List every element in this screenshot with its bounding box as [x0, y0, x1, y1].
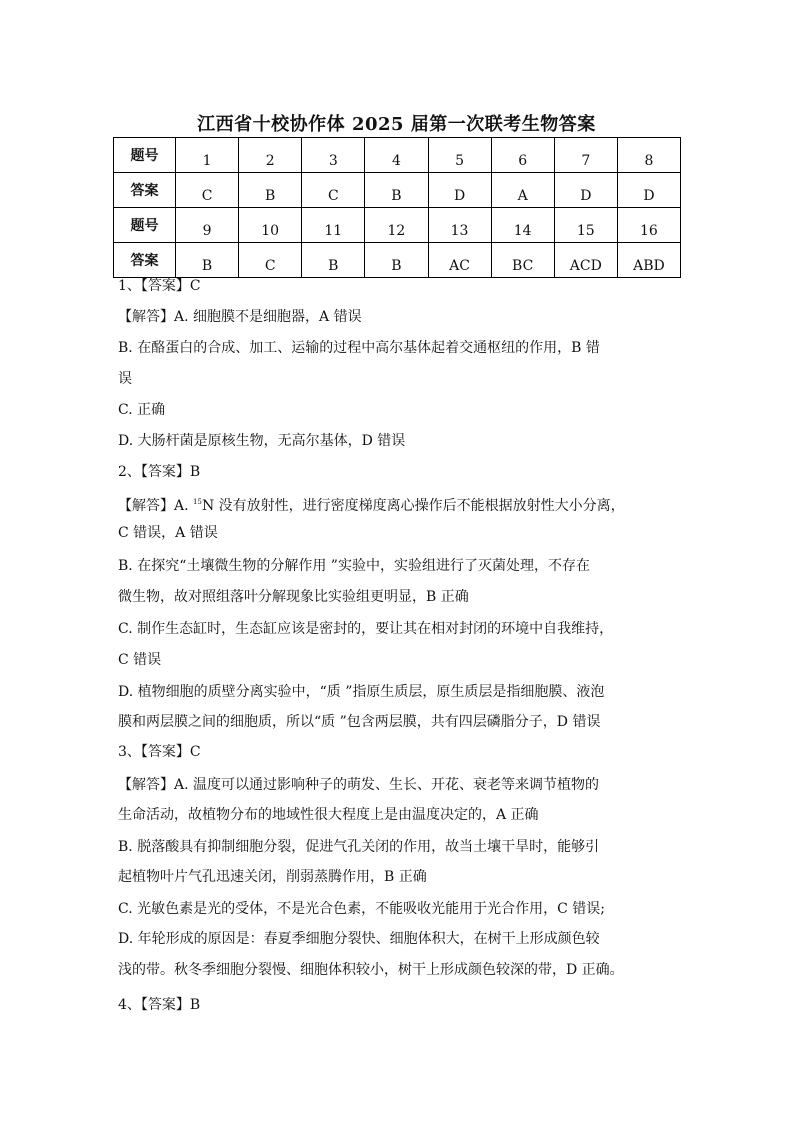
q3-answer-line: 3、【答案】C [118, 744, 201, 760]
table-cell: 5 [428, 138, 491, 173]
q2-option-b-cont: 微生物，故对照组落叶分解现象比实验组更明显，B 正确 [118, 589, 469, 605]
q3-option-d: D. 年轮形成的原因是：春夏季细胞分裂快、细胞体积大，在树干上形成颜色较 [118, 931, 600, 947]
q3-option-c: C. 光敏色素是光的受体，不是光合色素，不能吸收光能用于光合作用，C 错误; [118, 901, 605, 917]
table-cell: ACD [554, 243, 617, 278]
q2-option-a [118, 493, 625, 515]
q2-option-c-cont: C 错误 [118, 652, 162, 668]
table-cell: B [239, 173, 302, 208]
row-label: 题号 [114, 138, 176, 173]
table-cell: C [176, 173, 239, 208]
table-cell: 4 [365, 138, 428, 173]
table-cell: 10 [239, 208, 302, 243]
q3-option-a-cont: 生命活动，故植物分布的地域性很大程度上是由温度决定的，A 正确 [118, 807, 539, 823]
table-cell: 6 [491, 138, 554, 173]
row-label: 题号 [114, 208, 176, 243]
table-cell: ABD [617, 243, 680, 278]
q2-a-prefix: 【解答】A. [118, 498, 194, 514]
table-cell: 9 [176, 208, 239, 243]
q3-option-d-cont: 浅的带。秋冬季细胞分裂慢、细胞体积较小，树干上形成颜色较深的带，D 正确。 [118, 962, 624, 978]
table-cell: 13 [428, 208, 491, 243]
table-cell: D [554, 173, 617, 208]
q1-answer-line: 1、【答案】C [118, 278, 201, 294]
table-cell: B [176, 243, 239, 278]
table-cell: 12 [365, 208, 428, 243]
table-cell: AC [428, 243, 491, 278]
table-cell: 1 [176, 138, 239, 173]
q2-option-a-cont: C 错误，A 错误 [118, 525, 218, 541]
document-title: 江西省十校协作体 2025 届第一次联考生物答案 [197, 114, 596, 135]
q3-option-b-cont: 起植物叶片气孔迅速关闭，削弱蒸腾作用，B 正确 [118, 869, 427, 885]
table-cell: C [302, 173, 365, 208]
table-cell: D [617, 173, 680, 208]
table-row [114, 173, 681, 208]
q4-answer-line: 4、【答案】B [118, 997, 201, 1013]
q2-answer-line: 2、【答案】B [118, 464, 201, 480]
row-label: 答案 [114, 243, 176, 278]
q2-option-b: B. 在探究“土壤微生物的分解作用 ”实验中，实验组进行了灭菌处理，不存在 [118, 558, 590, 574]
q1-option-c: C. 正确 [118, 402, 166, 418]
table-cell: A [491, 173, 554, 208]
table-cell: 8 [617, 138, 680, 173]
table-cell: C [239, 243, 302, 278]
q1-option-d: D. 大肠杆菌是原核生物，无高尔基体，D 错误 [118, 433, 406, 449]
table-cell: 7 [554, 138, 617, 173]
table-cell: 15 [554, 208, 617, 243]
table-cell: 11 [302, 208, 365, 243]
table-cell: 14 [491, 208, 554, 243]
table-row [114, 208, 681, 243]
table-cell: 2 [239, 138, 302, 173]
q3-option-b: B. 脱落酸具有抑制细胞分裂，促进气孔关闭的作用，故当土壤干旱时，能够引 [118, 839, 600, 855]
q3-option-a: 【解答】A. 温度可以通过影响种子的萌发、生长、开花、衰老等来调节植物的 [118, 777, 600, 793]
table-cell: B [365, 243, 428, 278]
isotope-superscript: 15 [193, 498, 202, 506]
q1-option-b: B. 在酪蛋白的合成、加工、运输的过程中高尔基体起着交通枢纽的作用，B 错 [118, 340, 600, 356]
table-cell: B [365, 173, 428, 208]
table-cell: BC [491, 243, 554, 278]
q2-option-d-cont: 膜和两层膜之间的细胞质，所以“质 ”包含两层膜，共有四层磷脂分子，D 错误 [118, 714, 601, 730]
answer-table [113, 137, 681, 278]
table-cell: D [428, 173, 491, 208]
q2-option-d: D. 植物细胞的质壁分离实验中，“质 ”指原生质层，原生质层是指细胞膜、液泡 [118, 684, 605, 700]
table-cell: 16 [617, 208, 680, 243]
table-cell: 3 [302, 138, 365, 173]
q2-a-text: N 没有放射性，进行密度梯度离心操作后不能根据放射性大小分离， [201, 498, 625, 514]
table-cell: B [302, 243, 365, 278]
q1-option-a: 【解答】A. 细胞膜不是细胞器，A 错误 [118, 309, 362, 325]
row-label: 答案 [114, 173, 176, 208]
q1-option-b-cont: 误 [118, 371, 132, 387]
table-row [114, 138, 681, 173]
q2-option-c: C. 制作生态缸时，生态缸应该是密封的，要让其在相对封闭的环境中自我维持， [118, 621, 614, 637]
table-row [114, 243, 681, 278]
